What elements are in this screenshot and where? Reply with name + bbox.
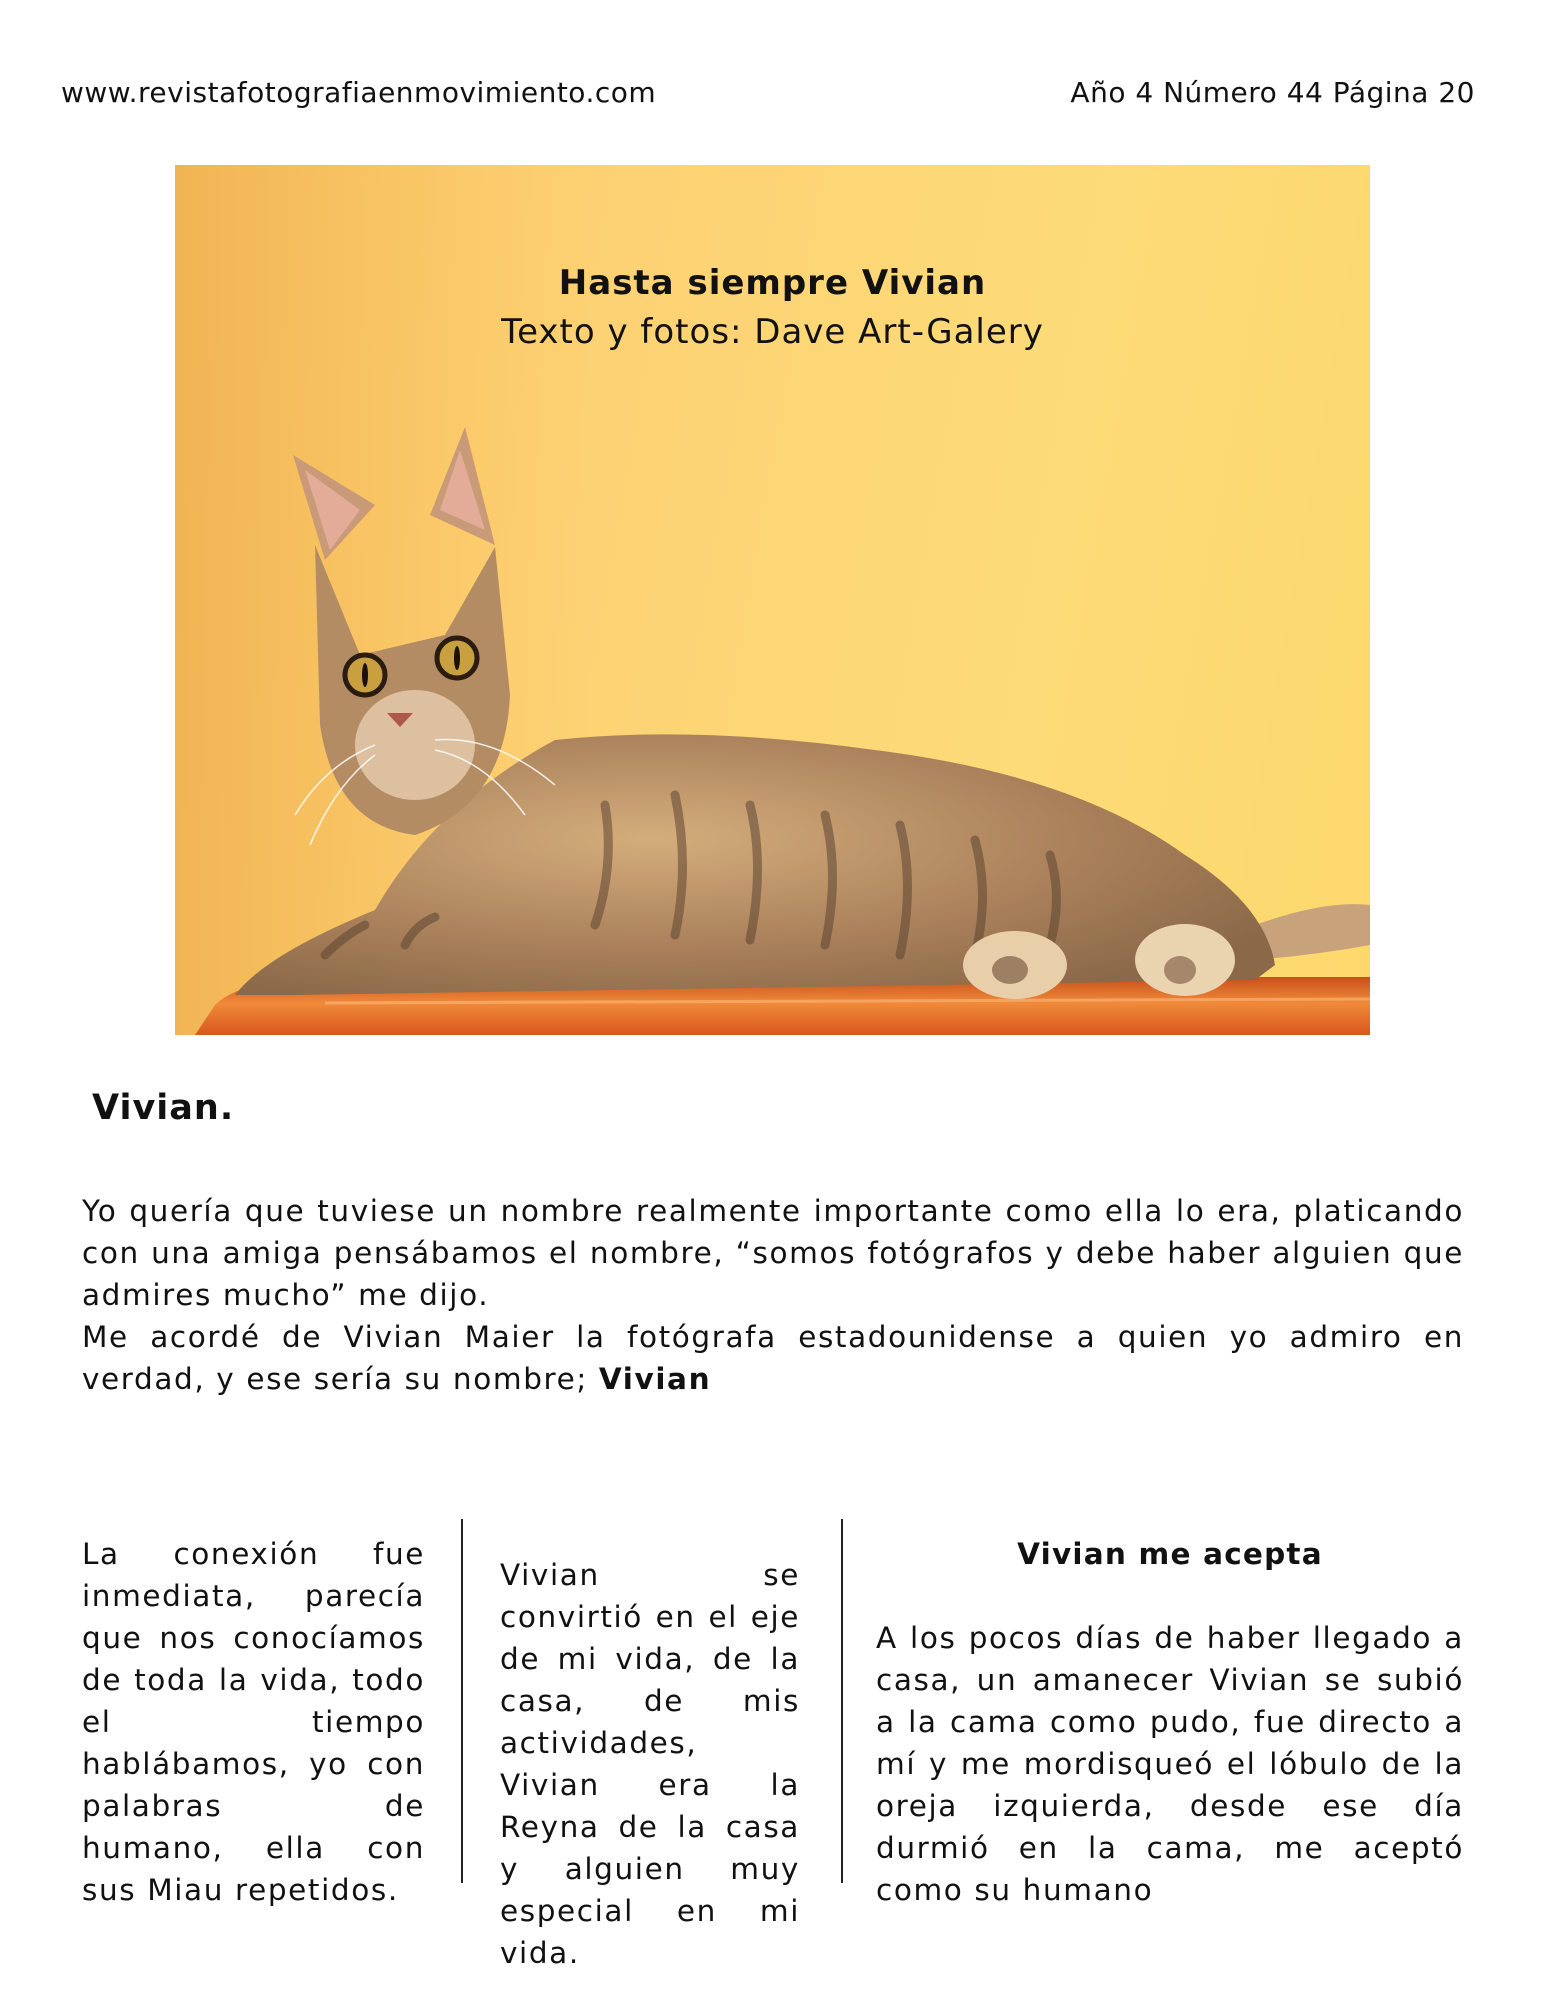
column-1-text: La conexión fue inmediata, parecía que nos conocíamos de toda la vida, todo el tiempo hablábamos, yo con palabras de humano, ella con sus Miau repetidos.: [82, 1537, 425, 1907]
intro-paragraph-2-text: Me acordé de Vivian Maier la fotógrafa estadounidense a quien yo admiro en verdad, y ese sería su nombre;: [82, 1320, 1464, 1396]
column-3-heading: Vivian me acepta: [1017, 1537, 1323, 1571]
intro-paragraph-2: [82, 1316, 1464, 1400]
kitten-muzzle: [355, 690, 475, 800]
article-credit: Texto y fotos: Dave Art-Galery: [501, 312, 1044, 352]
column-3: [876, 1533, 1464, 1911]
column-2: [500, 1554, 800, 1974]
column-divider: [461, 1519, 463, 1883]
intro-paragraph-1: Yo quería que tuviese un nombre realmente importante como ella lo era, platicando con una amiga pensábamos el nombre, “somos fotógrafos y debe haber alguien que admires mucho” me dijo.: [82, 1194, 1464, 1312]
article-title: Hasta siempre Vivian: [558, 263, 987, 303]
column-2-text: Vivian se convirtió en el eje de mi vida, de la casa, de mis actividades, Vivian era la Reyna de la casa y alguien muy especial en mi vida.: [500, 1558, 800, 1970]
website-url: www.revistafotografiaenmovimiento.com: [61, 76, 657, 109]
section-heading: Vivian.: [92, 1088, 235, 1128]
pupil: [362, 663, 368, 687]
column-3-text: A los pocos días de haber llegado a casa, un amanecer Vivian se subió a la cama como pudo, fue directo a mí y me mordisqueó el lóbulo de la oreja izquierda, desde ese día durmió en la cama, me aceptó como su humano: [876, 1621, 1464, 1907]
column-1: [82, 1533, 425, 1911]
intro-text: [82, 1190, 1464, 1400]
pupil: [454, 646, 460, 670]
paw-pad: [992, 956, 1028, 984]
paw-pad: [1164, 956, 1196, 984]
column-divider: [841, 1519, 843, 1883]
intro-bold-name: Vivian: [598, 1362, 712, 1396]
issue-page-info: Año 4 Número 44 Página 20: [1070, 76, 1475, 109]
hero-photo: [175, 165, 1370, 1035]
